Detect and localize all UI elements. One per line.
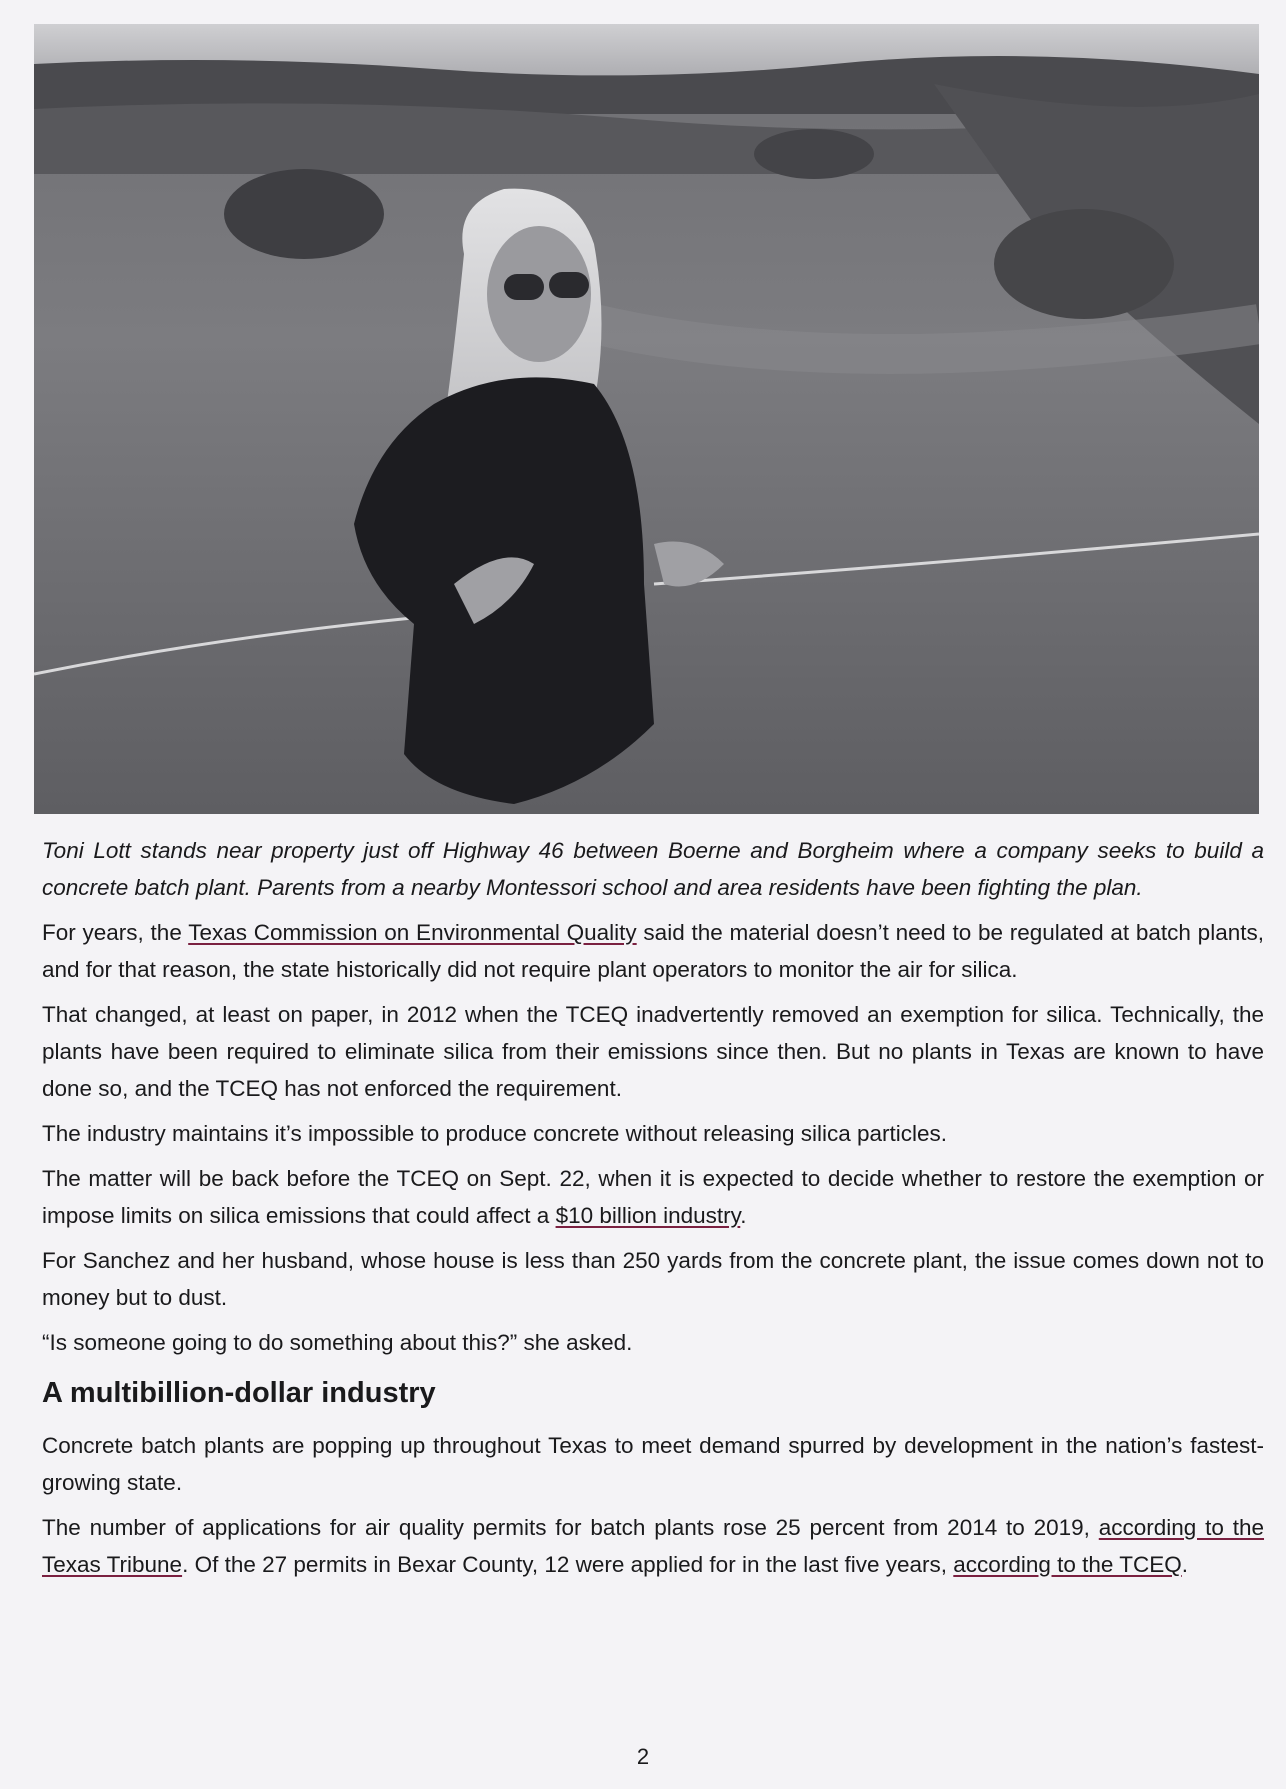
paragraph-6: “Is someone going to do something about this?” she asked. [42,1330,633,1355]
paragraph-5: For Sanchez and her husband, whose house is less than 250 yards from the concrete plant, the issue comes down not to money but to dust. [42,1248,1264,1310]
paragraph-3: The industry maintains it’s impossible to produce concrete without releasing silica particles. [42,1121,948,1146]
paragraph-1: For years, the Texas Commission on Environmental Quality said the material doesn’t need to be regulated at batch plants, and for that reason, the state historically did not require plant operators to monitor the air for silica. [42,920,1264,982]
section-heading: A multibillion-dollar industry [42,1377,436,1409]
link-tceq[interactable]: Texas Commission on Environmental Quality [188,920,637,945]
photo-caption: Toni Lott stands near property just off Highway 46 between Boerne and Borgheim where a company seeks to build a concrete batch plant. Parents from a nearby Montessori school and area residents have been fighting the plan. [42,838,1264,900]
paragraph-2: That changed, at least on paper, in 2012 when the TCEQ inadvertently removed an exemption for silica. Technically, the plants have been required to eliminate silica from their emissions since then. But no plants in Texas are known to have done so, and the TCEQ has not enforced the requirement. [42,1002,1264,1101]
page-number: 2 [636,1744,650,1769]
paragraph-7: Concrete batch plants are popping up throughout Texas to meet demand spurred by development in the nation’s fastest-growing state. [42,1433,1264,1495]
link-texas-tribune[interactable]: according to the Texas Tribune [42,1515,1265,1577]
link-according-to-tceq[interactable]: according to the TCEQ [953,1552,1182,1577]
article-body [42,832,1264,1591]
paragraph-4: The matter will be back before the TCEQ on Sept. 22, when it is expected to decide whether to restore the exemption or impose limits on silica emissions that could affect a $10 billion industry. [42,1166,1264,1228]
photo-illustration [34,24,1259,814]
link-10-billion-industry[interactable]: $10 billion industry [555,1203,741,1228]
paragraph-8: The number of applications for air quality permits for batch plants rose 25 percent from 2014 to 2019, according to the Texas Tribune. Of the 27 permits in Bexar County, 12 were applied for in the last five years, according to the TCEQ. [42,1515,1265,1577]
article-photo [34,24,1259,814]
